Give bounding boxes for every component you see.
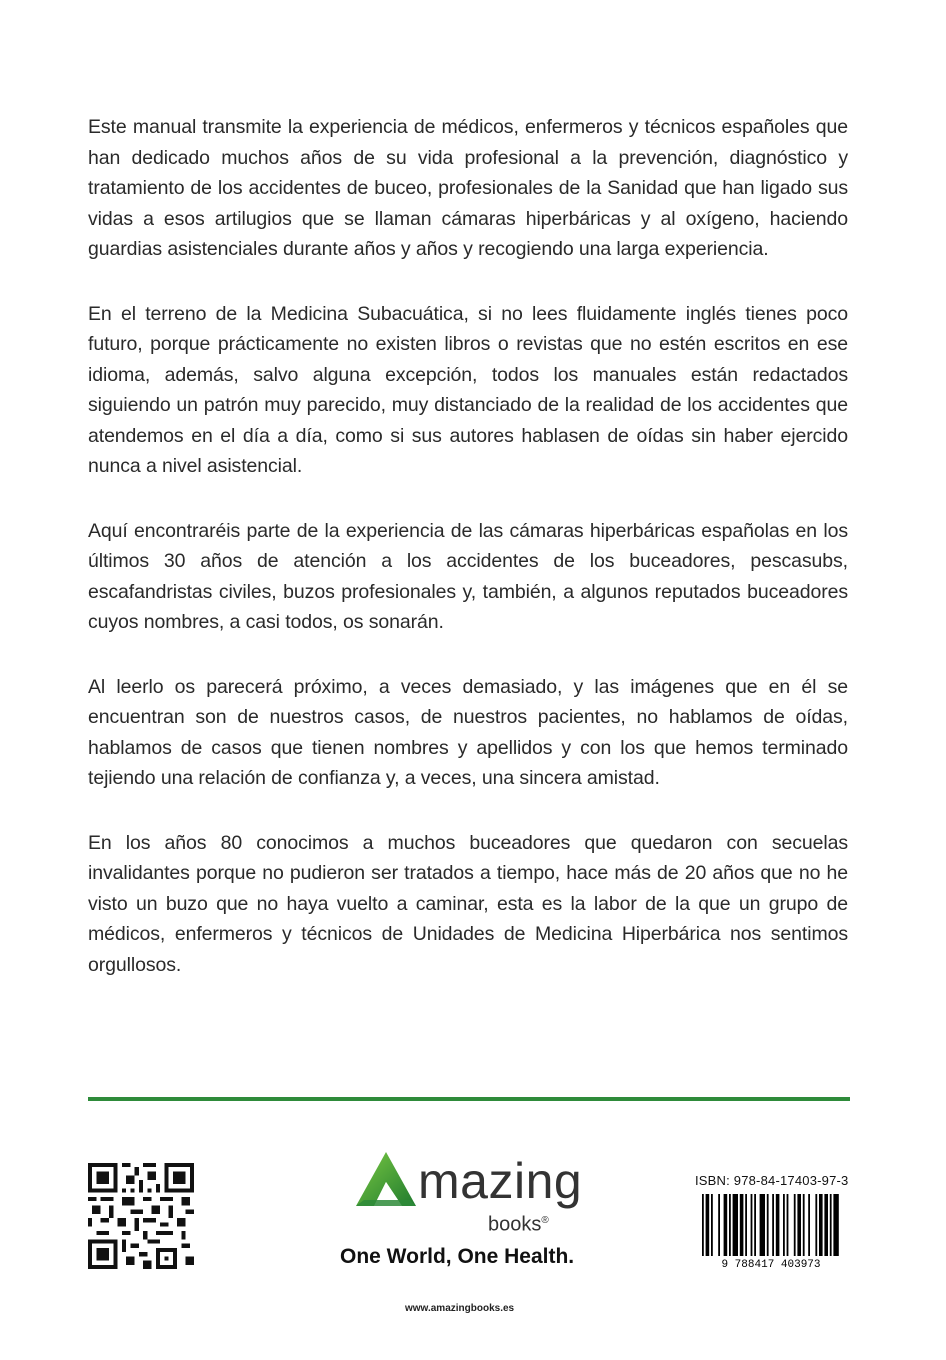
barcode-bar <box>797 1194 801 1256</box>
barcode-icon <box>690 1190 852 1270</box>
registered-mark: ® <box>541 1215 549 1226</box>
barcode-bar <box>783 1194 785 1256</box>
barcode-bar <box>833 1194 838 1256</box>
barcode-digits: 9 788417 403973 <box>721 1259 821 1270</box>
barcode-bar <box>751 1194 753 1256</box>
isbn-label: ISBN: 978-84-17403-97-3 <box>695 1173 849 1188</box>
barcode-bar <box>711 1194 713 1256</box>
barcode-bar <box>794 1194 796 1256</box>
paragraph-5: En los años 80 conocimos a muchos buceadores que quedaron con secuelas invalidantes porque no pudieron ser tratados a tiempo, hace más de 20 años que no he visto un buzo que no haya vuelto a caminar, esta es la labor de la que un grupo de médicos, enfermeros y técnicos de Unidades de Medicina Hiperbárica nos sentimos orgullosos. <box>88 831 848 976</box>
barcode-bar <box>706 1194 710 1256</box>
barcode-bar <box>718 1194 720 1256</box>
barcode-bar <box>824 1194 828 1256</box>
paragraph-2: En el terreno de la Medicina Subacuática, si no lees fluidamente inglés tienes poco futuro, porque prácticamente no existen libros o revistas que no estén escritos en ese idioma, además, salvo alguna excepción, todos los manuales están redactados siguiendo un patrón muy parecido, muy distanciado de la realidad de los accidentes que atendemos en el día a día, como si sus autores hablasen de oídas sin haber ejercido nunca a nivel asistencial. <box>88 302 848 477</box>
barcode-bar <box>724 1194 728 1256</box>
barcode-bar <box>702 1194 704 1256</box>
logo-wordmark: mazing <box>418 1153 583 1209</box>
green-divider <box>88 1097 850 1101</box>
logo-books-label: books <box>488 1213 542 1236</box>
logo-books <box>488 1210 549 1236</box>
barcode-bar <box>745 1194 747 1256</box>
barcode-bar <box>754 1194 756 1256</box>
barcode-bar <box>787 1194 789 1256</box>
publisher-slogan: One World, One Health. <box>340 1245 575 1268</box>
barcode-bar <box>760 1194 765 1256</box>
paragraph-4: Al leerlo os parecerá próximo, a veces demasiado, y las imágenes que en él se encuentran son de nuestros casos, de nuestros pacientes, no hablamos de oídas, hablamos de casos que tienen nombres y apellidos y con los que hemos terminado tejiendo una relación de confianza y, a veces, una sincera amistad. <box>88 675 848 789</box>
paragraph-1: Este manual transmite la experiencia de médicos, enfermeros y técnicos españoles que han dedicado muchos años de su vida profesional a la prevención, diagnóstico y tratamiento de los accidentes de buceo, profesionales de la Sanidad que han ligado sus vidas a esos artilugios que se llaman cámaras hiperbáricas y al oxígeno, haciendo guardias asistenciales durante años y años y recogiendo una larga experiencia. <box>88 116 848 260</box>
publisher-website: www.amazingbooks.es <box>405 1303 515 1314</box>
barcode-bar <box>819 1194 823 1256</box>
barcode-bar <box>733 1194 738 1256</box>
barcode-bar <box>772 1194 774 1256</box>
barcode-bar <box>830 1194 832 1256</box>
barcode-bar <box>740 1194 744 1256</box>
paragraph-3: Aquí encontraréis parte de la experiencia de las cámaras hiperbáricas españolas en los últimos 30 años de atención a los accidentes de los buceadores, pescasubs, escafandristas civiles, buzos profesionales y, también, a algunos reputados buceadores cuyos nombres, a casi todos, os sonarán. <box>88 519 848 633</box>
barcode-bar <box>729 1194 731 1256</box>
barcode-bar <box>808 1194 810 1256</box>
barcode-bar <box>776 1194 780 1256</box>
barcode-bar <box>767 1194 769 1256</box>
back-cover-text <box>88 112 848 1014</box>
barcode-bar <box>815 1194 817 1256</box>
qr-code-icon <box>88 1163 194 1269</box>
barcode-bar <box>803 1194 805 1256</box>
